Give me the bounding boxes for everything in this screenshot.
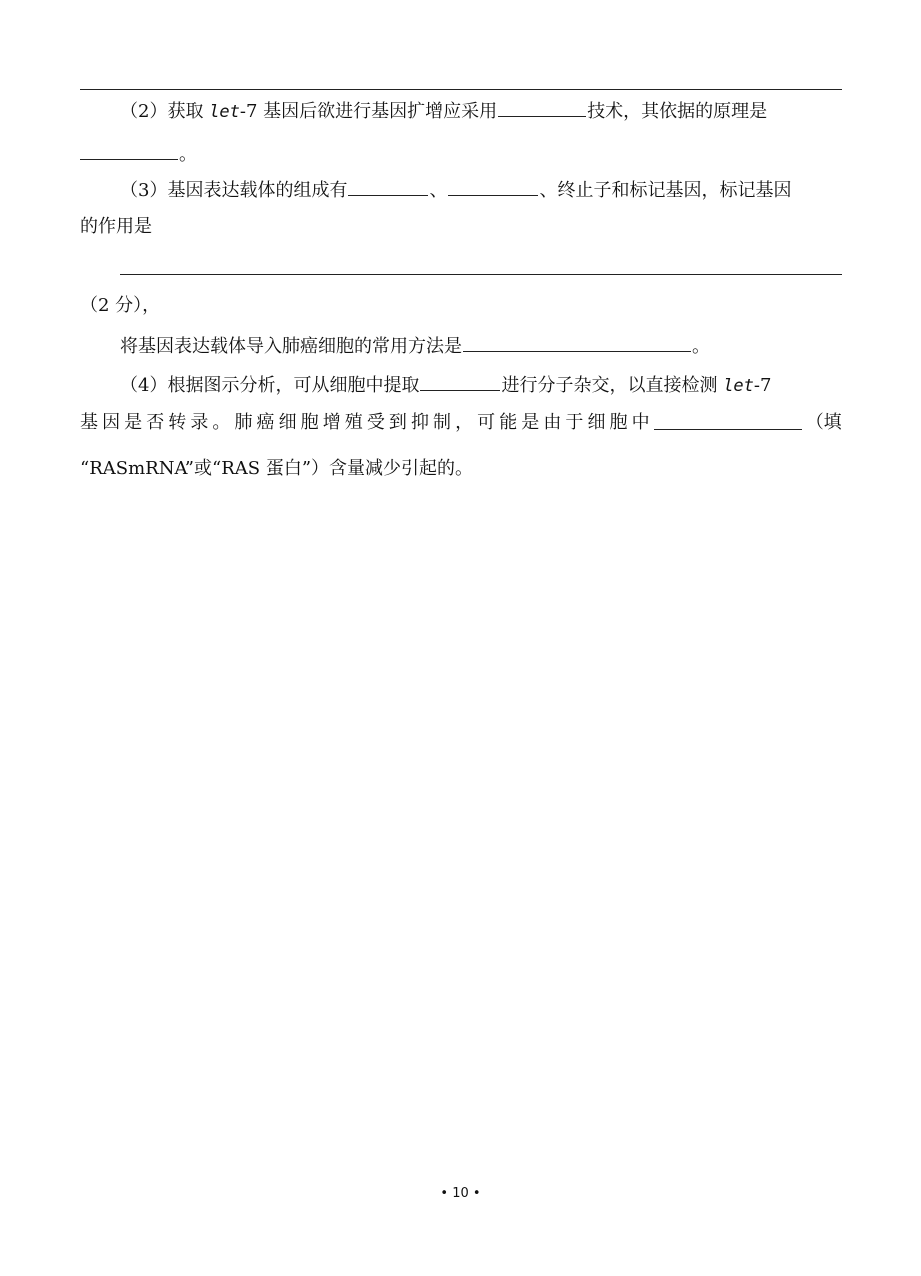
q3-after-blank: 、终止子和标记基因，标记基因	[539, 180, 792, 201]
page-number: • 10 •	[440, 1186, 481, 1201]
q3-line2	[80, 215, 842, 239]
q4-blank-extract[interactable]	[420, 372, 500, 391]
q4-char: 胞	[609, 412, 628, 433]
q4-char: 到	[388, 412, 407, 433]
q3-blank-component1[interactable]	[348, 177, 428, 196]
q3-blank-component2[interactable]	[448, 177, 538, 196]
q4-char: 由	[543, 412, 562, 433]
q2-after-blank: 技术，其依据的原理是	[587, 101, 768, 122]
q3b-end: 。	[692, 336, 710, 357]
q4-char: 可	[477, 412, 496, 433]
q3b-blank-method[interactable]	[463, 333, 691, 352]
q4-prefix: （4）根据图示分析，可从细胞中提取	[120, 375, 420, 396]
q3b-prefix: 将基因表达载体导入肺癌细胞的常用方法是	[120, 336, 462, 357]
q4-line1	[80, 372, 842, 398]
q4-line2-tail: （填	[805, 412, 842, 433]
q4-char: 受	[366, 412, 385, 433]
q4-char: ，	[455, 412, 474, 433]
q2-blank-principle[interactable]	[80, 141, 178, 160]
q2-end: 。	[179, 144, 197, 165]
q4-line3	[80, 457, 842, 481]
q2-gene-suffix: -7	[239, 101, 258, 122]
q4-char: 是	[124, 412, 143, 433]
q4-char: 癌	[256, 412, 275, 433]
q4-char: 录	[190, 412, 209, 433]
q4-after-blank: 进行分子杂交，以直接检测	[501, 375, 724, 396]
q3-line2-text: 的作用是	[80, 216, 152, 237]
q3-sep: 、	[429, 180, 448, 201]
q4-char: 胞	[300, 412, 319, 433]
q4-char: 细	[587, 412, 606, 433]
q2-gene: let	[209, 102, 240, 122]
q4-blank-molecule[interactable]	[654, 411, 802, 430]
q3-score-text: （2 分），	[80, 295, 161, 316]
q4-char: 基	[80, 412, 98, 433]
q2-line2	[80, 141, 842, 167]
q4-char: 转	[168, 412, 187, 433]
q4-char: 否	[146, 412, 165, 433]
q3-answer-rule[interactable]	[120, 274, 842, 275]
header-rule	[80, 89, 842, 90]
q3-line1	[80, 177, 842, 203]
q4-char: 因	[102, 412, 121, 433]
q4-char: 制	[433, 412, 451, 433]
q4-gene-suffix: -7	[753, 375, 772, 396]
q2-mid: 基因后欲进行基因扩增应采用	[257, 101, 498, 122]
q4-char: 。	[212, 412, 231, 433]
q2-line1	[80, 98, 842, 124]
q4-char: 抑	[410, 412, 429, 433]
q4-char: 细	[278, 412, 297, 433]
q4-char: 肺	[234, 412, 253, 433]
q4-char: 殖	[344, 412, 363, 433]
q2-blank-technique[interactable]	[498, 98, 586, 117]
q4-gene: let	[723, 376, 754, 396]
q4-char: 中	[631, 412, 650, 433]
q4-line3-text: “RASmRNA”或“RAS 蛋白”）含量减少引起的。	[80, 458, 474, 479]
q3b-line	[120, 333, 842, 359]
q3-score	[80, 294, 842, 318]
q4-char: 能	[499, 412, 518, 433]
q4-line2	[80, 411, 842, 435]
q2-prefix: （2）获取	[120, 101, 210, 122]
q4-char: 增	[322, 412, 341, 433]
q4-char: 是	[521, 412, 540, 433]
q4-char: 于	[565, 412, 584, 433]
q3-prefix: （3）基因表达载体的组成有	[120, 180, 348, 201]
